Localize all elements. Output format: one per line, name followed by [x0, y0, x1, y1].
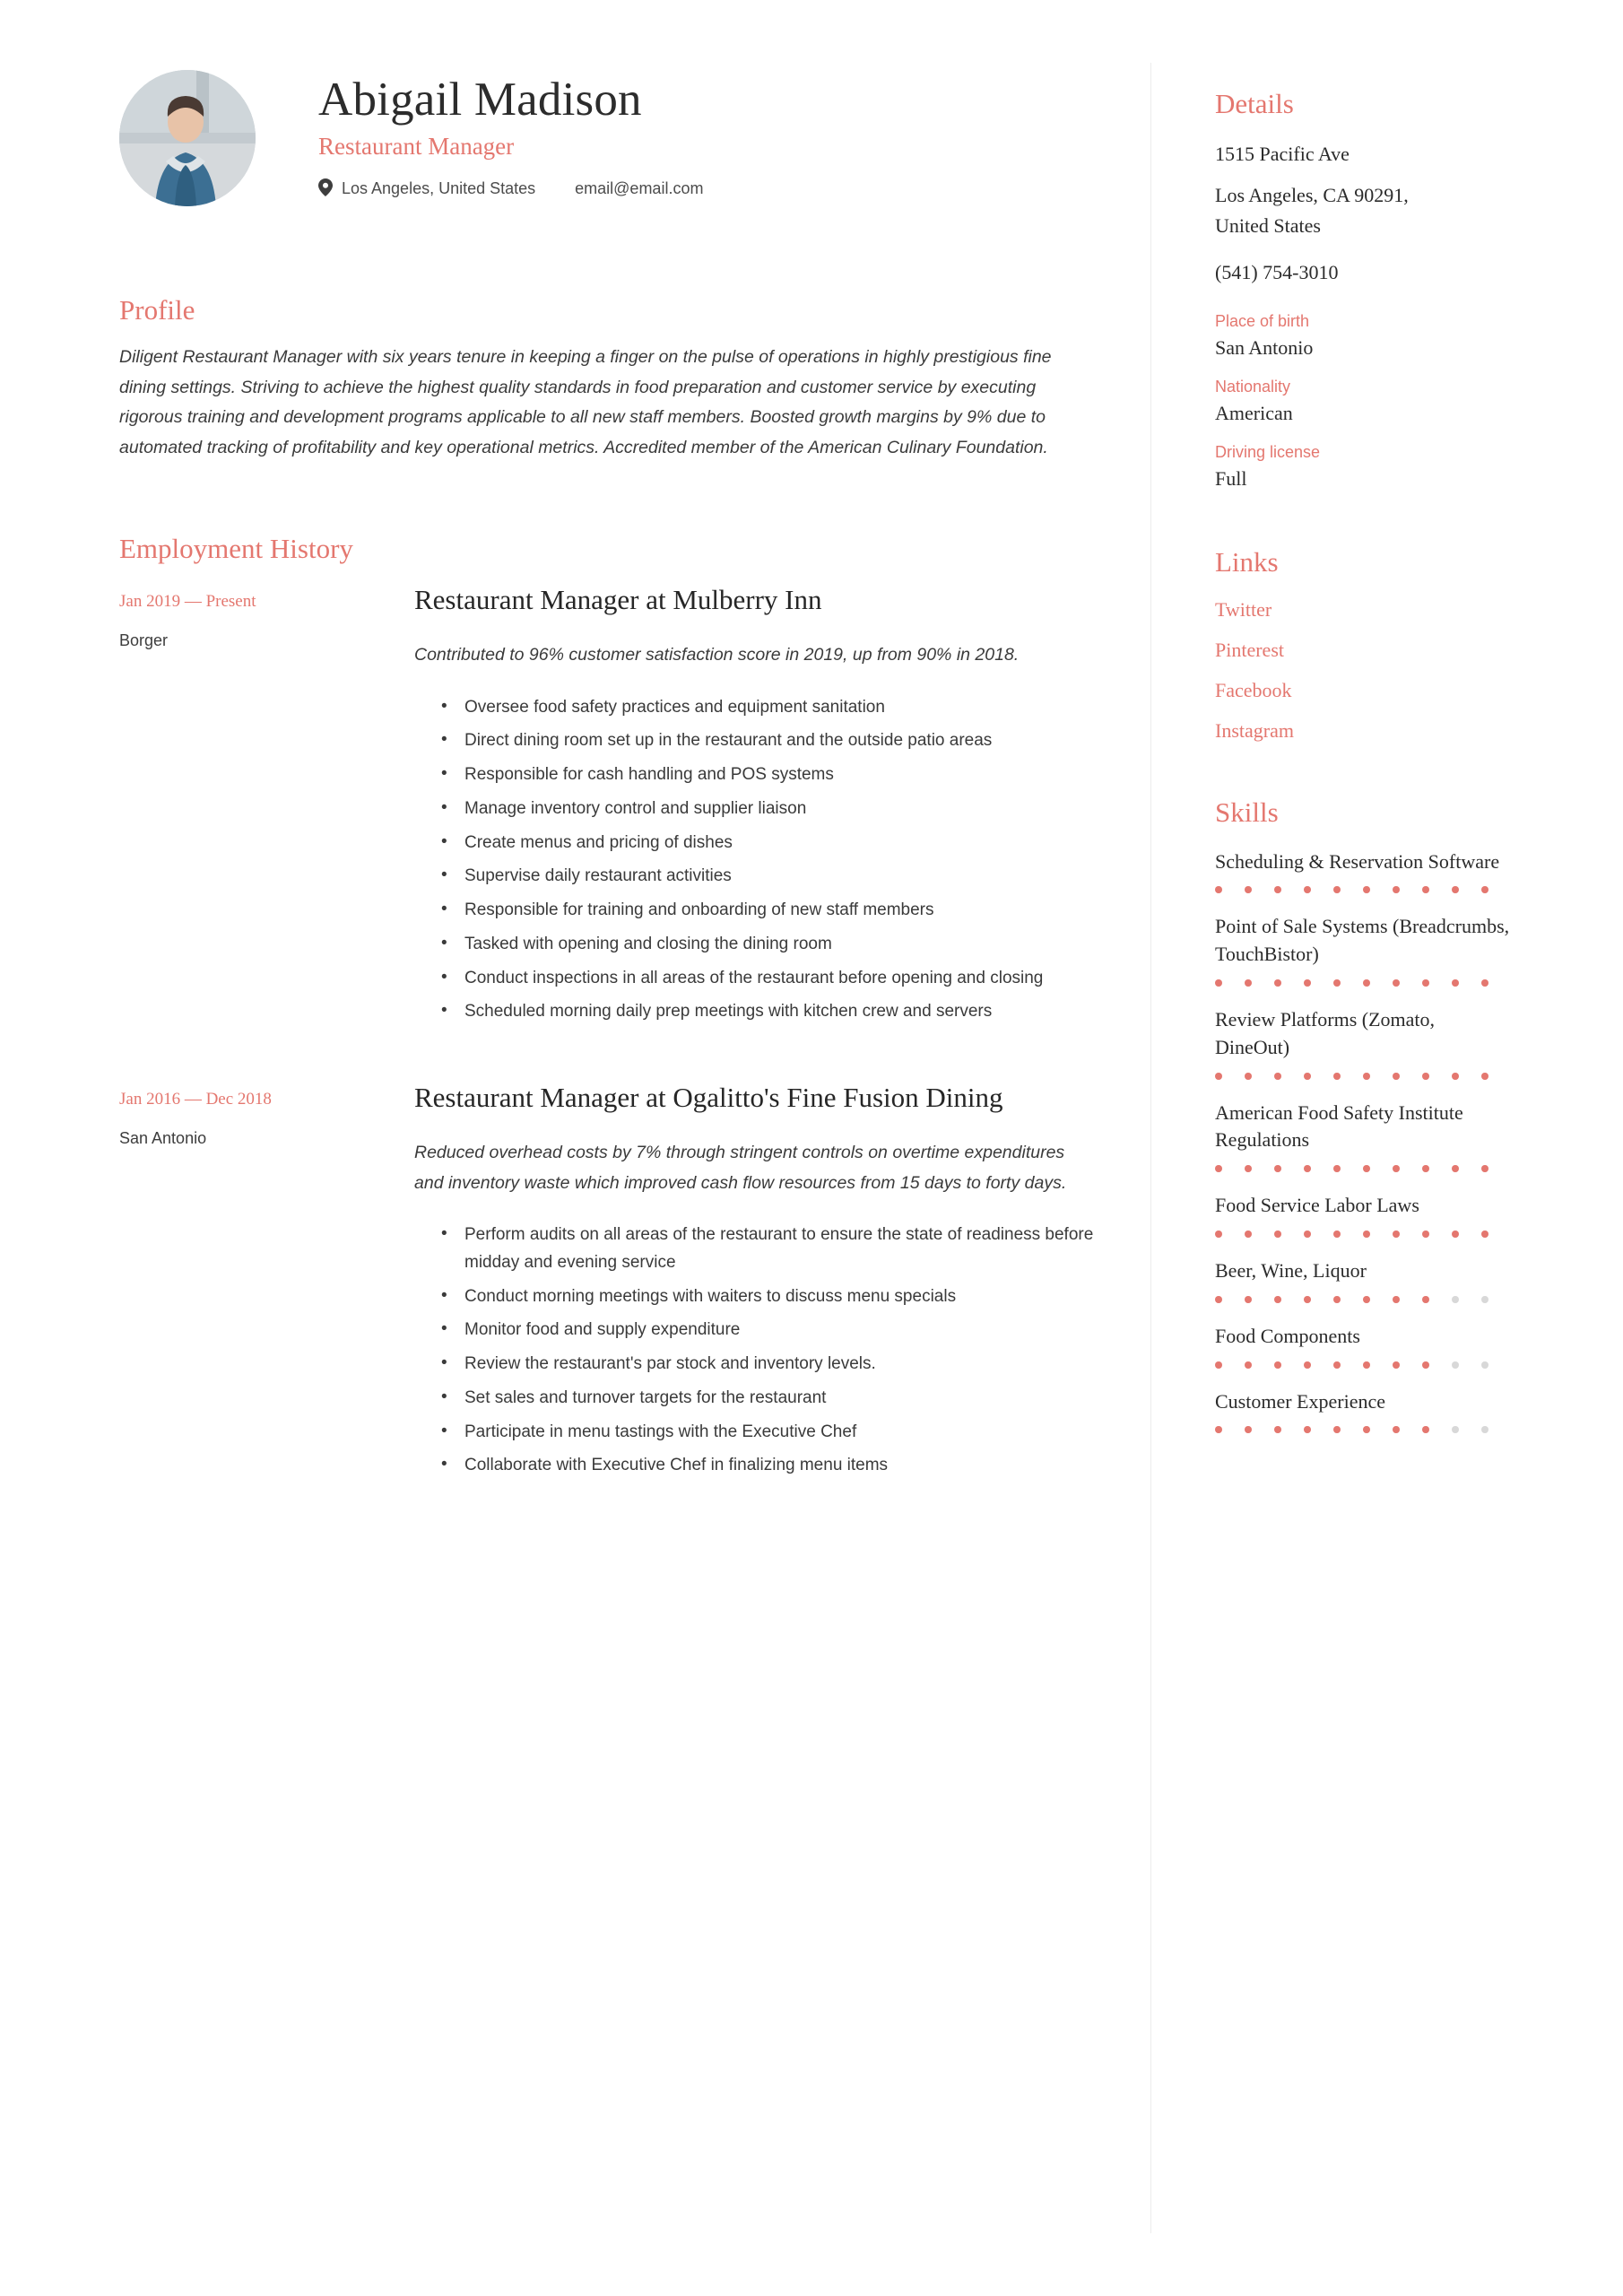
- rating-dot-filled: [1215, 1073, 1222, 1080]
- rating-dot-filled: [1304, 1361, 1311, 1369]
- rating-dot-filled: [1245, 1296, 1252, 1303]
- rating-dot-filled: [1363, 1231, 1370, 1238]
- skill-rating: [1215, 979, 1511, 987]
- details-phone[interactable]: (541) 754-3010: [1215, 260, 1339, 283]
- rating-dot-filled: [1422, 1426, 1429, 1433]
- links-section: [1215, 546, 1511, 743]
- rating-dot-filled: [1215, 979, 1222, 987]
- rating-dot-filled: [1245, 1426, 1252, 1433]
- header-email[interactable]: email@email.com: [575, 179, 704, 198]
- employment-section: [119, 533, 1094, 1486]
- employment-dates: Jan 2019 — Present: [119, 592, 256, 612]
- rating-dot-filled: [1274, 1426, 1281, 1433]
- profile-text: Diligent Restaurant Manager with six years tenure in keeping a finger on the pulse of operations in highly prestigious fine dining settings. Striving to achieve the highest quality standards in food preparation and customer service by executing rigorous training and development programs applicable to all new staff members. Boosted growth margins by 9% due to automated tracking of profitability and key operational metrics. Accredited member of the American Culinary Foundation.: [119, 347, 1052, 457]
- rating-dot-empty: [1452, 1426, 1459, 1433]
- rating-dot-filled: [1215, 1165, 1222, 1172]
- rating-dot-filled: [1333, 1426, 1341, 1433]
- employment-entry: [119, 1079, 1094, 1486]
- rating-dot-filled: [1215, 1231, 1222, 1238]
- skill-name: Review Platforms (Zomato, DineOut): [1215, 1007, 1436, 1058]
- employment-summary: Reduced overhead costs by 7% through stringent controls on overtime expenditures and inventory waste which improved cash flow resources from 15 days to forty days.: [414, 1143, 1067, 1193]
- employment-role: Restaurant Manager at Mulberry Inn: [414, 584, 822, 616]
- rating-dot-filled: [1215, 886, 1222, 893]
- rating-dot-filled: [1245, 979, 1252, 987]
- list-item: • Tasked with opening and closing the dining room: [441, 931, 1105, 959]
- rating-dot-filled: [1422, 1165, 1429, 1172]
- skill-name: Food Components: [1215, 1324, 1360, 1347]
- details-address-line2: Los Angeles, CA 90291,: [1215, 183, 1409, 206]
- rating-dot-empty: [1481, 1296, 1488, 1303]
- list-item: • Participate in menu tastings with the Executive Chef: [441, 1419, 1105, 1447]
- rating-dot-filled: [1481, 1073, 1488, 1080]
- rating-dot-filled: [1481, 1231, 1488, 1238]
- list-item: • Responsible for cash handling and POS systems: [441, 761, 1105, 789]
- avatar: [119, 70, 256, 206]
- details-field: [1215, 312, 1511, 360]
- rating-dot-filled: [1304, 1231, 1311, 1238]
- list-item: • Scheduled morning daily prep meetings with kitchen crew and servers: [441, 998, 1105, 1026]
- details-section: [1215, 88, 1511, 491]
- rating-dot-empty: [1481, 1361, 1488, 1369]
- link-twitter[interactable]: Twitter: [1215, 597, 1272, 621]
- rating-dot-filled: [1422, 1361, 1429, 1369]
- details-address-line3: United States: [1215, 213, 1321, 237]
- sidebar-column: [1215, 88, 1511, 1453]
- skill-name: Food Service Labor Laws: [1215, 1194, 1419, 1217]
- rating-dot-filled: [1393, 1361, 1400, 1369]
- skill-rating: [1215, 1296, 1511, 1303]
- skill-name: Point of Sale Systems (Breadcrumbs, TouchBistor): [1215, 915, 1510, 966]
- list-item: • Manage inventory control and supplier liaison: [441, 796, 1105, 823]
- map-pin-icon: [318, 178, 333, 199]
- rating-dot-filled: [1393, 886, 1400, 893]
- skill-name: Customer Experience: [1215, 1389, 1385, 1413]
- rating-dot-filled: [1215, 1361, 1222, 1369]
- details-field-label: Place of birth: [1215, 311, 1310, 330]
- skill-rating: [1215, 1165, 1511, 1172]
- rating-dot-filled: [1481, 1165, 1488, 1172]
- skill-item: [1215, 1006, 1511, 1080]
- employment-role: Restaurant Manager at Ogalitto's Fine Fusion Dining: [414, 1082, 1003, 1114]
- rating-dot-filled: [1245, 1231, 1252, 1238]
- rating-dot-filled: [1393, 1296, 1400, 1303]
- rating-dot-filled: [1215, 1426, 1222, 1433]
- profile-section: [119, 294, 1083, 463]
- rating-dot-filled: [1481, 886, 1488, 893]
- rating-dot-empty: [1481, 1426, 1488, 1433]
- rating-dot-filled: [1363, 1426, 1370, 1433]
- skill-name: Beer, Wine, Liquor: [1215, 1258, 1367, 1282]
- list-item: • Collaborate with Executive Chef in finalizing menu items: [441, 1452, 1105, 1480]
- rating-dot-filled: [1245, 1073, 1252, 1080]
- rating-dot-filled: [1393, 1073, 1400, 1080]
- rating-dot-filled: [1363, 1361, 1370, 1369]
- details-field-label: Driving license: [1215, 442, 1321, 461]
- rating-dot-filled: [1333, 1231, 1341, 1238]
- rating-dot-filled: [1245, 1361, 1252, 1369]
- details-field-value: Full: [1215, 466, 1247, 490]
- page-title: Abigail Madison: [318, 74, 642, 126]
- skill-item: [1215, 1388, 1511, 1434]
- rating-dot-filled: [1333, 886, 1341, 893]
- rating-dot-filled: [1245, 1165, 1252, 1172]
- rating-dot-filled: [1452, 1073, 1459, 1080]
- rating-dot-filled: [1363, 886, 1370, 893]
- rating-dot-filled: [1333, 1361, 1341, 1369]
- header-job-title: Restaurant Manager: [318, 133, 515, 161]
- rating-dot-filled: [1452, 1231, 1459, 1238]
- details-field-value: San Antonio: [1215, 335, 1314, 359]
- employment-bullets: [414, 694, 1105, 1027]
- skill-rating: [1215, 1361, 1511, 1369]
- rating-dot-filled: [1333, 1073, 1341, 1080]
- list-item: • Supervise daily restaurant activities: [441, 863, 1105, 891]
- profile-heading: Profile: [119, 294, 195, 326]
- resume-header: [119, 63, 1083, 224]
- rating-dot-filled: [1304, 1296, 1311, 1303]
- skill-rating: [1215, 1231, 1511, 1238]
- rating-dot-filled: [1304, 886, 1311, 893]
- details-field: [1215, 378, 1511, 425]
- rating-dot-filled: [1333, 1165, 1341, 1172]
- employment-summary: Contributed to 96% customer satisfaction score in 2019, up from 90% in 2018.: [414, 644, 1020, 665]
- rating-dot-filled: [1274, 886, 1281, 893]
- skill-item: [1215, 1323, 1511, 1369]
- list-item: • Create menus and pricing of dishes: [441, 830, 1105, 857]
- details-field-value: American: [1215, 401, 1293, 424]
- employment-body: [297, 1079, 1105, 1486]
- rating-dot-filled: [1363, 1165, 1370, 1172]
- skill-item: [1215, 1100, 1511, 1173]
- rating-dot-filled: [1215, 1296, 1222, 1303]
- employment-location: Borger: [119, 631, 169, 650]
- employment-body: [297, 581, 1105, 1032]
- rating-dot-filled: [1393, 1165, 1400, 1172]
- links-heading: Links: [1215, 545, 1279, 578]
- skill-item: [1215, 913, 1511, 987]
- rating-dot-filled: [1481, 979, 1488, 987]
- rating-dot-filled: [1274, 1231, 1281, 1238]
- list-item: • Conduct inspections in all areas of the restaurant before opening and closing: [441, 965, 1105, 993]
- rating-dot-filled: [1393, 979, 1400, 987]
- rating-dot-filled: [1333, 979, 1341, 987]
- details-heading: Details: [1215, 88, 1294, 119]
- details-field-label: Nationality: [1215, 377, 1291, 396]
- rating-dot-filled: [1452, 979, 1459, 987]
- header-location: Los Angeles, United States: [342, 179, 536, 198]
- rating-dot-filled: [1422, 1296, 1429, 1303]
- rating-dot-filled: [1422, 979, 1429, 987]
- list-item: • Monitor food and supply expenditure: [441, 1317, 1105, 1344]
- rating-dot-empty: [1452, 1361, 1459, 1369]
- rating-dot-filled: [1274, 1361, 1281, 1369]
- link-pinterest[interactable]: Pinterest: [1215, 638, 1284, 661]
- list-item: • Conduct morning meetings with waiters to discuss menu specials: [441, 1283, 1105, 1311]
- skill-item: [1215, 1192, 1511, 1238]
- rating-dot-filled: [1304, 1426, 1311, 1433]
- rating-dot-filled: [1393, 1231, 1400, 1238]
- profile-photo-illustration: [119, 70, 256, 206]
- employment-meta: [119, 581, 297, 1032]
- rating-dot-filled: [1304, 979, 1311, 987]
- rating-dot-filled: [1274, 1073, 1281, 1080]
- list-item: • Responsible for training and onboarding of new staff members: [441, 897, 1105, 925]
- skill-rating: [1215, 1073, 1511, 1080]
- list-item: • Direct dining room set up in the restaurant and the outside patio areas: [441, 727, 1105, 755]
- rating-dot-filled: [1245, 886, 1252, 893]
- skill-name: Scheduling & Reservation Software: [1215, 849, 1500, 873]
- rating-dot-filled: [1333, 1296, 1341, 1303]
- main-column: [119, 63, 1094, 1533]
- rating-dot-filled: [1452, 1165, 1459, 1172]
- employment-bullets: [414, 1222, 1105, 1480]
- rating-dot-empty: [1452, 1296, 1459, 1303]
- header-contact-row: [318, 178, 1083, 199]
- skill-name: American Food Safety Institute Regulations: [1215, 1100, 1463, 1152]
- employment-meta: [119, 1079, 297, 1486]
- skill-item: [1215, 1257, 1511, 1303]
- skill-rating: [1215, 1426, 1511, 1433]
- column-divider: [1150, 63, 1151, 2233]
- rating-dot-filled: [1304, 1165, 1311, 1172]
- rating-dot-filled: [1393, 1426, 1400, 1433]
- employment-dates: Jan 2016 — Dec 2018: [119, 1090, 272, 1109]
- list-item: • Review the restaurant's par stock and inventory levels.: [441, 1351, 1105, 1378]
- rating-dot-filled: [1452, 886, 1459, 893]
- rating-dot-filled: [1422, 886, 1429, 893]
- details-address-line1: 1515 Pacific Ave: [1215, 143, 1350, 165]
- skill-rating: [1215, 886, 1511, 893]
- employment-entry: [119, 581, 1083, 1032]
- rating-dot-filled: [1363, 979, 1370, 987]
- rating-dot-filled: [1363, 1073, 1370, 1080]
- employment-location: San Antonio: [119, 1129, 207, 1148]
- rating-dot-filled: [1422, 1231, 1429, 1238]
- rating-dot-filled: [1363, 1296, 1370, 1303]
- rating-dot-filled: [1274, 1165, 1281, 1172]
- link-facebook[interactable]: Facebook: [1215, 678, 1292, 701]
- skills-section: [1215, 796, 1511, 1434]
- employment-heading: Employment History: [119, 533, 353, 565]
- list-item: • Oversee food safety practices and equipment sanitation: [441, 694, 1105, 722]
- rating-dot-filled: [1304, 1073, 1311, 1080]
- link-instagram[interactable]: Instagram: [1215, 718, 1294, 742]
- list-item: • Perform audits on all areas of the restaurant to ensure the state of readiness before midday and evening service: [441, 1222, 1105, 1277]
- skill-item: [1215, 848, 1511, 894]
- rating-dot-filled: [1274, 979, 1281, 987]
- list-item: • Set sales and turnover targets for the restaurant: [441, 1385, 1105, 1413]
- details-field: [1215, 443, 1511, 491]
- rating-dot-filled: [1422, 1073, 1429, 1080]
- skills-heading: Skills: [1215, 796, 1279, 828]
- rating-dot-filled: [1274, 1296, 1281, 1303]
